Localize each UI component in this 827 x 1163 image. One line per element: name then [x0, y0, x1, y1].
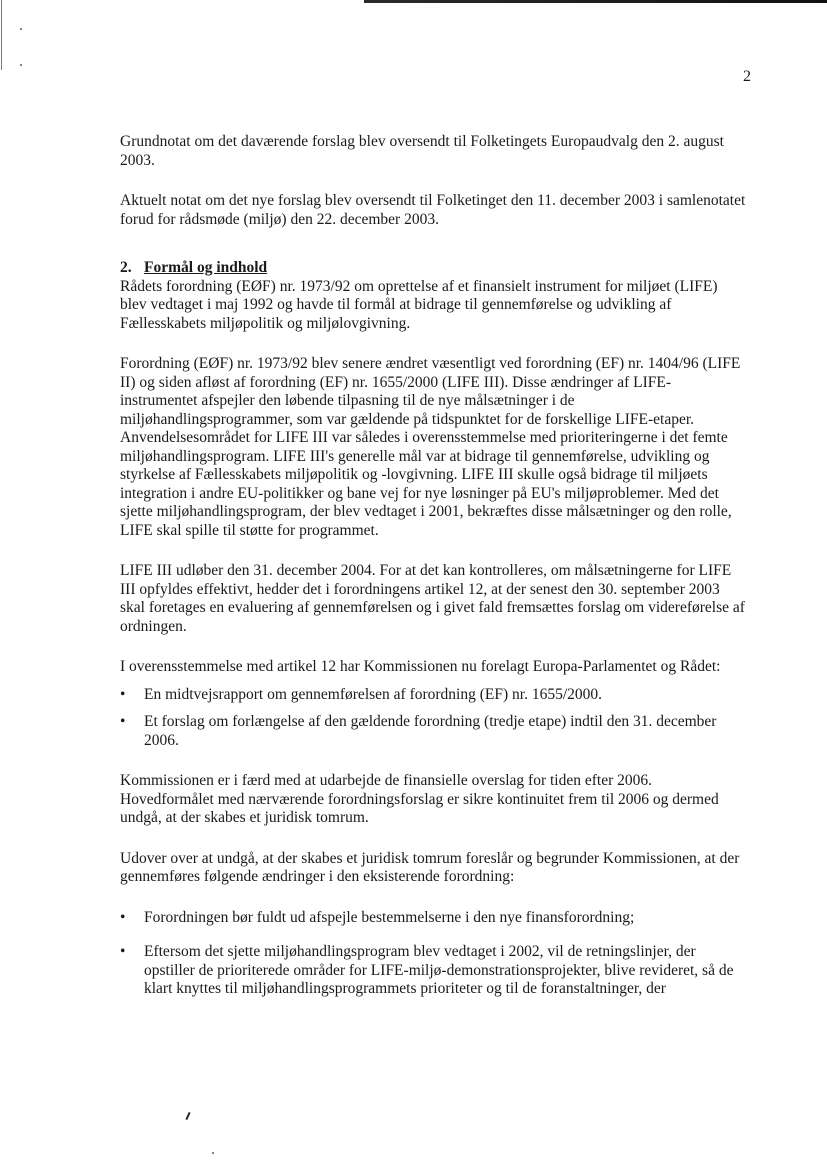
list-item: • Et forslag om forlængelse af den gældende forordning (tredje etape) indtil den 31. december 2006. [120, 713, 717, 749]
section-number: 2. [120, 259, 132, 276]
paragraph-aendringer: Udover over at undgå, at der skabes et juridisk tomrum foreslår og begrunder Kommissionen, at der gennemføres følgende ændringer i den eksisterende forordning: [120, 849, 740, 885]
section-heading [120, 259, 746, 278]
paragraph-life-history: Forordning (EØF) nr. 1973/92 blev senere ændret væsentligt ved forordning (EF) nr. 1404/96 (LIFE II) og siden afløst af forordning (EF) nr. 1655/2000 (LIFE III). Disse ændringer af LIFE-instrumentet afspejler den løbende tilpasning til de nye målsætninger i de miljøhandlingsprogrammer, som var gældende på tidspunktet for de forskellige LIFE-etaper. Anvendelsesområdet for LIFE III var således i overensstemmelse med prioriteringerne i det femte miljøhandlingsprogram. LIFE III's generelle mål var at bidrage til gennemførelse, udvikling og styrkelse af Fællesskabets miljøpolitik og -lovgivning. LIFE III skulle også bidrage til miljøets integration i andre EU-politikker og bane vej for nye løsninger på EU's miljøproblemer. Med det sjette miljøhandlingsprogram, der blev vedtaget i 2001, bekræftes disse målsætninger og den rolle, LIFE skal spille til støtte for programmet. [120, 355, 741, 539]
document-body [120, 133, 746, 999]
bullet-list-proposals [120, 686, 746, 751]
list-item: • Eftersom det sjette miljøhandlingsprogram blev vedtaget i 2002, vil de retningslinjer, der opstiller de prioriterede områder for LIFE-miljø-demonstrationsprojekter, blive revideret, så de klart knyttes til miljøhandlingsprogrammets prioriteter og til de foranstaltninger, der [120, 943, 734, 997]
paragraph-life-expiry: LIFE III udløber den 31. december 2004. For at det kan kontrolleres, om målsætningerne for LIFE III opfyldes effektivt, hedder det i forordningens artikel 12, at der senest den 30. september 2003 skal foretages en evaluering af gennemførelsen og i givet fald fremsættes forslag om videreførelse af ordningen. [120, 562, 745, 635]
scan-speck [20, 28, 22, 30]
page-number: 2 [743, 68, 751, 85]
section-title: Formål og indhold [144, 259, 268, 276]
paragraph-aktuelt-notat: Aktuelt notat om det nye forslag blev oversendt til Folketinget den 11. december 2003 i samlenotatet forud for rådsmøde (miljø) den 22. december 2003. [120, 192, 746, 228]
bullet-list-changes [120, 909, 746, 999]
paragraph-life-intro: Rådets forordning (EØF) nr. 1973/92 om oprettelse af et finansielt instrument for miljøet (LIFE) blev vedtaget i maj 1992 og havde til formål at bidrage til gennemførelse og udvikling af Fællesskabets miljøpolitik og miljølovgivning. [120, 277, 718, 332]
scan-edge-top [0, 0, 827, 3]
paragraph-article-12: I overensstemmelse med artikel 12 har Kommissionen nu forelagt Europa-Parlamentet og Rådet: [120, 658, 721, 675]
bullet-icon: • [120, 908, 126, 926]
pen-mark [185, 1112, 190, 1120]
scan-speck [20, 64, 22, 66]
list-item: • Forordningen bør fuldt ud afspejle bestemmelserne i den nye finansforordning; [120, 908, 635, 926]
paragraph-grundnotat: Grundnotat om det daværende forslag blev oversendt til Folketingets Europaudvalg den 2. august 2003. [120, 133, 724, 169]
bullet-icon: • [120, 713, 126, 730]
bullet-icon: • [120, 685, 126, 703]
bullet-icon: • [120, 943, 126, 960]
list-item: • En midtvejsrapport om gennemførelsen af forordning (EF) nr. 1655/2000. [120, 685, 603, 703]
paragraph-kontinuitet: Kommissionen er i færd med at udarbejde de finansielle overslag for tiden efter 2006. Hovedformålet med nærværende forordningsforslag er sikre kontinuitet frem til 2006 og dermed undgå, at der skabes et juridisk tomrum. [120, 772, 719, 826]
scan-speck [212, 1152, 214, 1154]
scan-edge-left [1, 0, 2, 70]
